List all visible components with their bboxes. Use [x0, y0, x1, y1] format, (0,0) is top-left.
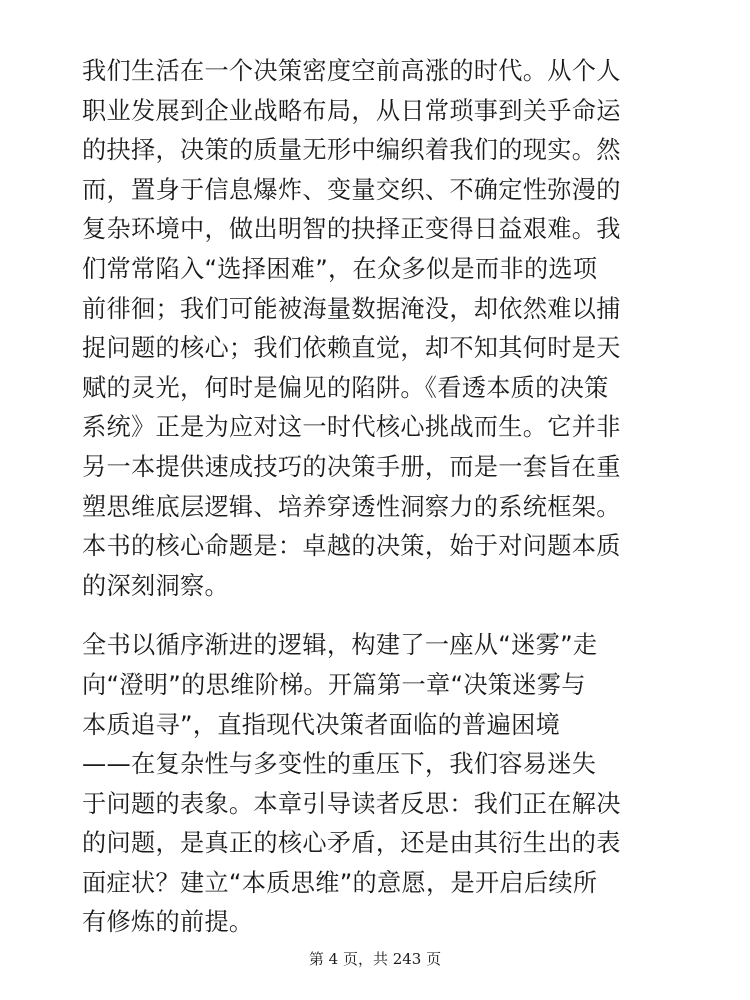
page-number-footer: 第 4 页，共 243 页 [308, 950, 442, 968]
text-line: 系统》正是为应对这一时代核心挑战而生。它并非 [82, 413, 621, 442]
text-line: 有修炼的前提。 [82, 908, 254, 937]
text-line: 本书的核心命题是：卓越的决策，始于对问题本质 [82, 532, 621, 561]
text-line: 的抉择，决策的质量无形中编织着我们的现实。然 [82, 136, 621, 165]
text-line: 全书以循序渐进的逻辑，构建了一座从“迷雾”走 [82, 631, 598, 660]
text-line: 本质追寻”，直指现代决策者面临的普遍困境 [82, 710, 561, 739]
text-line: 塑思维底层逻辑、培养穿透性洞察力的系统框架。 [82, 492, 621, 521]
text-line: 的深刻洞察。 [82, 571, 229, 600]
text-line: 于问题的表象。本章引导读者反思：我们正在解决 [82, 789, 621, 818]
text-line: 向“澄明”的思维阶梯。开篇第一章“决策迷雾与 [82, 670, 586, 699]
text-line: 赋的灵光，何时是偏见的陷阱。《看透本质的决策 [82, 373, 609, 402]
text-line: 另一本提供速成技巧的决策手册，而是一套旨在重 [82, 452, 621, 481]
text-line: 职业发展到企业战略布局，从日常琐事到关乎命运 [82, 96, 621, 125]
text-line: 的问题，是真正的核心矛盾，还是由其衍生出的表 [82, 829, 621, 858]
text-line: 而，置身于信息爆炸、变量交织、不确定性弥漫的 [82, 175, 621, 204]
text-line: 前徘徊；我们可能被海量数据淹没，却依然难以捕 [82, 294, 621, 323]
text-line: 捉问题的核心；我们依赖直觉，却不知其何时是天 [82, 334, 621, 363]
text-line: 我们生活在一个决策密度空前高涨的时代。从个人 [82, 57, 621, 85]
text-line: 面症状？建立“本质思维”的意愿，是开启后续所 [82, 868, 598, 897]
text-line: 们常常陷入“选择困难”，在众多似是而非的选项 [82, 254, 598, 283]
body-text [82, 52, 682, 943]
text-line: ——在复杂性与多变性的重压下，我们容易迷失 [82, 750, 597, 779]
paragraph [82, 52, 682, 606]
text-line: 复杂环境中，做出明智的抉择正变得日益艰难。我 [82, 215, 621, 244]
paragraph [82, 626, 682, 943]
